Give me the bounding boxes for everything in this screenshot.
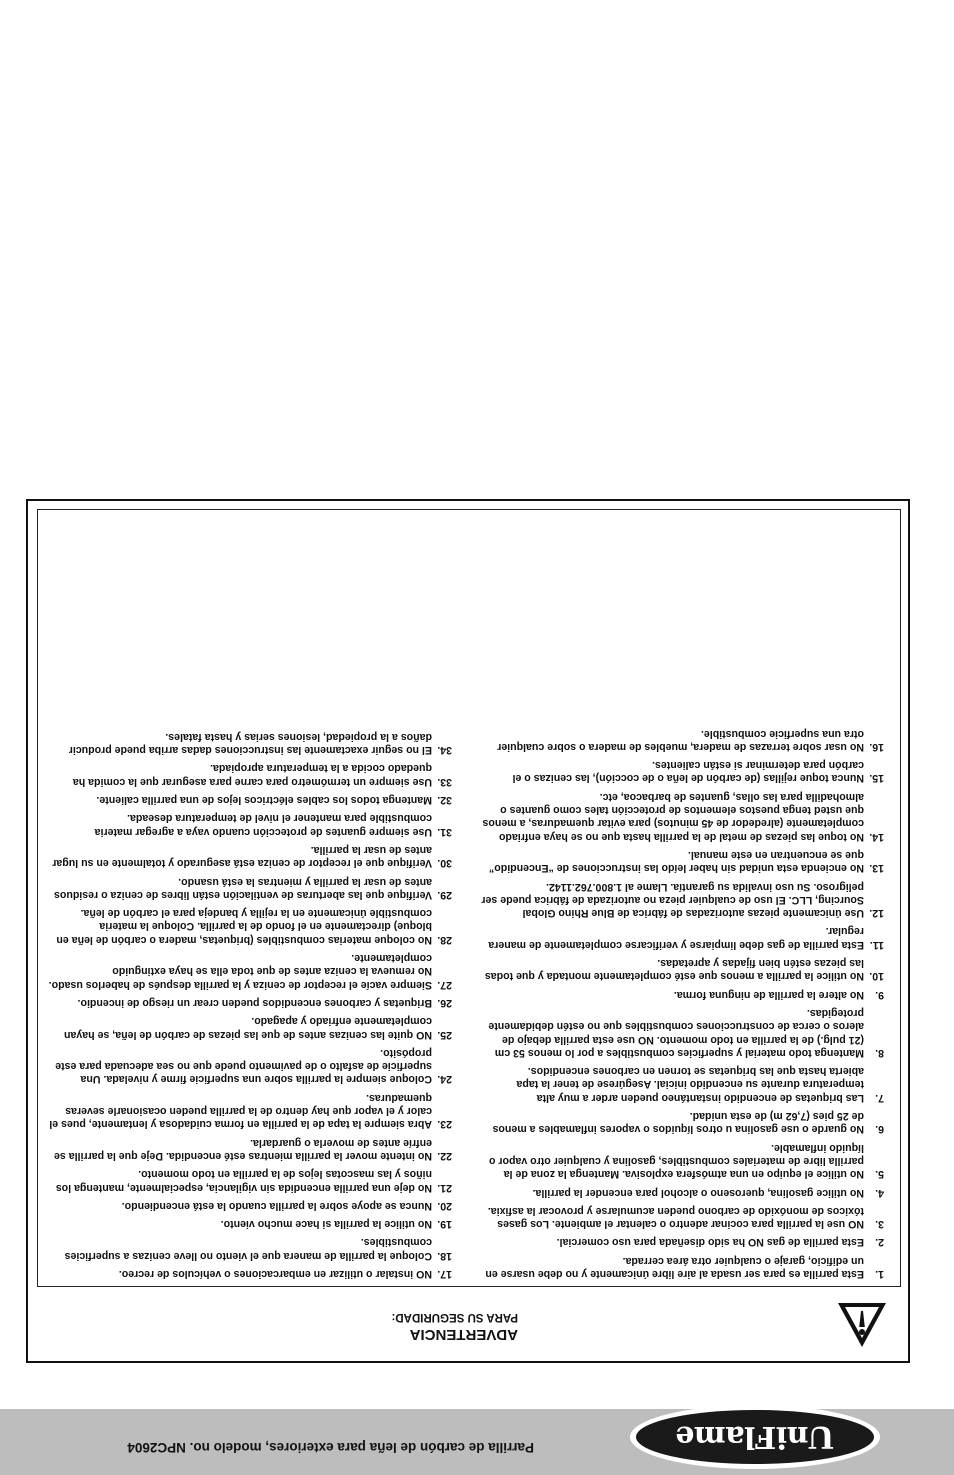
instruction-item bbox=[480, 1064, 884, 1104]
instruction-text: No coloque materias combustibles (briquetas, madera o carbón de leña en bloque) directamente en el fondo de la parrilla. Coloque la materia combustible únicamente en la rejilla y bandeja para el carbón de leña. bbox=[56, 907, 432, 946]
instruction-item bbox=[48, 1167, 452, 1194]
instruction-number: 6. bbox=[875, 1123, 884, 1136]
instruction-text: No deje una parrilla encendida sin vigilancia, especialmente, mantenga los niños y las mascotas lejos de la parrilla en todo momento. bbox=[55, 1168, 432, 1194]
instruction-item bbox=[480, 1204, 884, 1231]
instruction-item bbox=[480, 924, 884, 951]
instruction-number: 11. bbox=[869, 938, 884, 951]
instruction-text: Use siempre guantes de protección cuando vaya a agregar materia combustible para mantener el nivel de temperatura deseada. bbox=[94, 812, 432, 838]
instruction-number: 4. bbox=[875, 1186, 884, 1199]
instruction-number: 31. bbox=[437, 825, 452, 838]
instruction-number: 27. bbox=[437, 978, 452, 991]
instruction-item bbox=[480, 848, 884, 875]
instruction-text: Use únicamente piezas autorizadas de fábrica de Blue Rhino Global Sourcing, LLC. El uso de cualquier pieza no autorizada de fábrica puede ser peligroso. Su uso invalida su garantía. Llame al 1.800.762.1142. bbox=[481, 880, 864, 920]
instruction-text: Verifique que las aberturas de ventilación están libres de ceniza o residuos antes de usar la parrilla y mientras la está usando. bbox=[54, 875, 432, 901]
instruction-item bbox=[48, 1090, 452, 1130]
instruction-text: Nunca toque rejillas (de carbón de leña o de cocción), las cenizas o el carbón para determinar si están calientes. bbox=[512, 759, 864, 785]
warning-box bbox=[26, 499, 910, 1363]
instruction-item bbox=[48, 951, 452, 991]
instruction-text: Siempre vacíe el receptor de ceniza y la parrilla después de haberlos usado. No remueva la ceniza antes de que toda ella se haya extinguido completamente. bbox=[48, 952, 432, 991]
instruction-number: 34. bbox=[437, 744, 452, 757]
instruction-text: No usar sobre terrazas de madera, muebles de madera o sobre cualquier otra una superficie combustible. bbox=[497, 727, 864, 753]
instruction-item bbox=[48, 730, 452, 757]
instruction-number: 30. bbox=[437, 857, 452, 870]
instruction-item bbox=[48, 1199, 452, 1212]
instruction-item bbox=[480, 1253, 884, 1280]
instruction-number: 29. bbox=[437, 888, 452, 901]
instruction-number: 18. bbox=[437, 1249, 452, 1262]
instruction-number: 33. bbox=[437, 775, 452, 788]
header-band bbox=[0, 1409, 954, 1475]
instructions-column-left bbox=[480, 721, 884, 1280]
instruction-text: No guarde o use gasolina u otros líquidos o vapores inflamables a menos de 25 pies (7,62 m) de esta unidad. bbox=[492, 1110, 864, 1136]
instruction-item bbox=[48, 906, 452, 946]
instruction-text: Las briquetas de encendido instantáneo pueden arder a muy alta temperatura durante su encendido inicial. Asegúrese de tener la tapa abierta hasta que las briquetas se tornen en carbones encendidos. bbox=[516, 1065, 864, 1104]
document-title: Parrilla de carbón de leña para exteriores, modelo no. NPC2604 bbox=[127, 1440, 534, 1455]
instruction-number: 32. bbox=[437, 794, 452, 807]
instruction-item bbox=[48, 874, 452, 901]
instruction-number: 16. bbox=[869, 740, 884, 753]
instruction-text: Mantenga todos los cables eléctricos lejos de una parrilla caliente. bbox=[96, 794, 432, 807]
instruction-item bbox=[48, 996, 452, 1009]
warning-header bbox=[28, 1289, 908, 1361]
instruction-text: Abra siempre la tapa de la parrilla en forma cuidadosa y lentamente, pues el calor y el vapor que hay dentro de la parrilla pueden ocasionarle severas quemaduras. bbox=[49, 1091, 432, 1131]
brand-logo bbox=[630, 1405, 880, 1469]
instruction-number: 12. bbox=[869, 907, 884, 920]
instruction-number: 21. bbox=[437, 1181, 452, 1194]
instruction-number: 3. bbox=[875, 1218, 884, 1231]
instruction-number: 26. bbox=[437, 996, 452, 1009]
instruction-number: 14. bbox=[869, 830, 884, 843]
instruction-item bbox=[48, 1267, 452, 1280]
instruction-number: 24. bbox=[437, 1073, 452, 1086]
instruction-text: NO instalar o utilizar en embarcaciones o vehículos de recreo. bbox=[118, 1268, 432, 1280]
instruction-number: 25. bbox=[437, 1028, 452, 1041]
instruction-text: No utilice el equipo en una atmósfera explosiva. Mantenga la zona de la parrilla libre de materiales combustibles, gasolina y cualquier otro vapor o líquido inflamable. bbox=[488, 1141, 864, 1181]
instruction-item bbox=[480, 987, 884, 1000]
instruction-item bbox=[480, 1006, 884, 1059]
instruction-number: 8. bbox=[875, 1046, 884, 1059]
instruction-text: No encienda esta unidad sin haber leído las instrucciones de “Encendido” que se encuentran en este manual. bbox=[489, 848, 864, 875]
instruction-text: Use siempre un termómetro para carne para asegurar que la comida ha quedado cocida a la temperatura apropiada. bbox=[72, 762, 432, 788]
instruction-text: Esta parrilla es para ser usada al aire libre únicamente y no debe usarse en un edificio, garaje o cualquier otra área cerrada. bbox=[485, 1254, 864, 1280]
warning-exclamation-icon bbox=[836, 1301, 888, 1349]
instruction-item bbox=[48, 1046, 452, 1086]
instruction-item bbox=[48, 1235, 452, 1262]
instruction-item bbox=[480, 726, 884, 753]
instruction-item bbox=[480, 1140, 884, 1180]
instruction-item bbox=[48, 793, 452, 806]
warning-title: ADVERTENCIA bbox=[409, 1326, 518, 1343]
instruction-text: No utilice gasolina, queroseno o alcohol para encender la parrilla. bbox=[532, 1186, 864, 1199]
instruction-text: Nunca se apoye sobre la parrilla cuando la está encendiendo. bbox=[121, 1199, 432, 1212]
instruction-text: Mantenga todo material y superficies combustibles a por lo menos 53 cm (21 pulg.) de la parrilla en todo momento. NO use esta parrilla debajo de aleros o cerca de construcciones combustibles que no estén debidamente protegidas. bbox=[488, 1006, 864, 1059]
instruction-number: 1. bbox=[875, 1268, 884, 1280]
instruction-number: 7. bbox=[875, 1091, 884, 1104]
instruction-text: NO quite las cenizas antes de que las piezas de carbón de leña, se hayan completamente enfriado y apagado. bbox=[64, 1015, 432, 1041]
instruction-number: 28. bbox=[437, 933, 452, 946]
brand-logo-text: UniFlame bbox=[636, 1410, 874, 1464]
instruction-text: Esta parrilla de gas debe limpiarse y verificarse completamente de manera regular. bbox=[488, 925, 864, 951]
instruction-text: No utilice la parrilla si hace mucho viento. bbox=[220, 1218, 432, 1231]
instruction-number: 19. bbox=[437, 1218, 452, 1231]
instruction-number: 20. bbox=[437, 1199, 452, 1212]
instruction-text: No altere la parrilla de ninguna forma. bbox=[673, 988, 864, 1001]
instruction-text: El no seguir exactamente las instrucciones dadas arriba puede producir daños a la propiedad, lesiones serias y hasta fatales. bbox=[68, 730, 432, 757]
instruction-text: Esta parrilla de gas NO ha sido diseñada para uso comercial. bbox=[556, 1236, 864, 1249]
instruction-item bbox=[48, 1217, 452, 1230]
instruction-item bbox=[48, 761, 452, 788]
instruction-number: 5. bbox=[875, 1168, 884, 1181]
instruction-number: 23. bbox=[437, 1118, 452, 1131]
instruction-text: Coloque siempre la parrilla sobre una superficie firme y nivelada. Una superficie de asfalto o de pavimento puede que no sea adecuada para este propósito. bbox=[55, 1046, 432, 1086]
instruction-number: 22. bbox=[437, 1149, 452, 1162]
instruction-item bbox=[48, 1135, 452, 1162]
instruction-text: No intente mover la parrilla mientras esté encendida. Deje que la parrilla se enfríe antes de moverla o guardarla. bbox=[54, 1136, 432, 1162]
instruction-number: 10. bbox=[869, 970, 884, 983]
instruction-item bbox=[48, 1014, 452, 1041]
instruction-item bbox=[480, 1235, 884, 1248]
instruction-item bbox=[480, 1185, 884, 1198]
instruction-text: NO use la parrilla para cocinar adentro o calentar el ambiente. Los gases tóxicos de monóxido de carbono pueden acumularse y provocar la asfixia. bbox=[487, 1204, 864, 1231]
instruction-item bbox=[480, 1109, 884, 1136]
instruction-number: 13. bbox=[869, 862, 884, 875]
instruction-item bbox=[48, 811, 452, 838]
instruction-number: 2. bbox=[875, 1236, 884, 1249]
instruction-text: No toque las piezas de metal de la parrilla hasta que no se haya enfriado completamente (alrededor de 45 minutos) para evitar quemaduras, a menos que usted tenga puestos elementos de protección tales como guantes o almohadilla para las ollas, guantes de barbacoa, etc. bbox=[482, 790, 864, 843]
instruction-number: 15. bbox=[869, 772, 884, 785]
instruction-text: Coloque la parrilla de manera que el viento no lleve cenizas a superficies combustibles. bbox=[64, 1236, 432, 1262]
safety-instructions bbox=[37, 509, 901, 1287]
instruction-item bbox=[480, 879, 884, 919]
instruction-item bbox=[480, 758, 884, 785]
instruction-item bbox=[480, 790, 884, 843]
instruction-item bbox=[480, 956, 884, 983]
instruction-item bbox=[48, 843, 452, 870]
instructions-column-right bbox=[48, 725, 452, 1280]
instruction-text: No utilice la parrilla a menos que esté completamente montada y que todas las piezas estén bien fijadas y apretadas. bbox=[484, 957, 864, 983]
instruction-text: Verifique que el receptor de ceniza está asegurado y totalmente en su lugar antes de usar la parrilla. bbox=[52, 843, 432, 870]
instruction-text: Briquetas y carbones encendidos pueden crear un riesgo de incendio. bbox=[77, 996, 432, 1009]
warning-subtitle: PARA SU SEGURIDAD: bbox=[391, 1311, 518, 1323]
instruction-number: 17. bbox=[437, 1268, 452, 1280]
instruction-number: 9. bbox=[875, 988, 884, 1001]
